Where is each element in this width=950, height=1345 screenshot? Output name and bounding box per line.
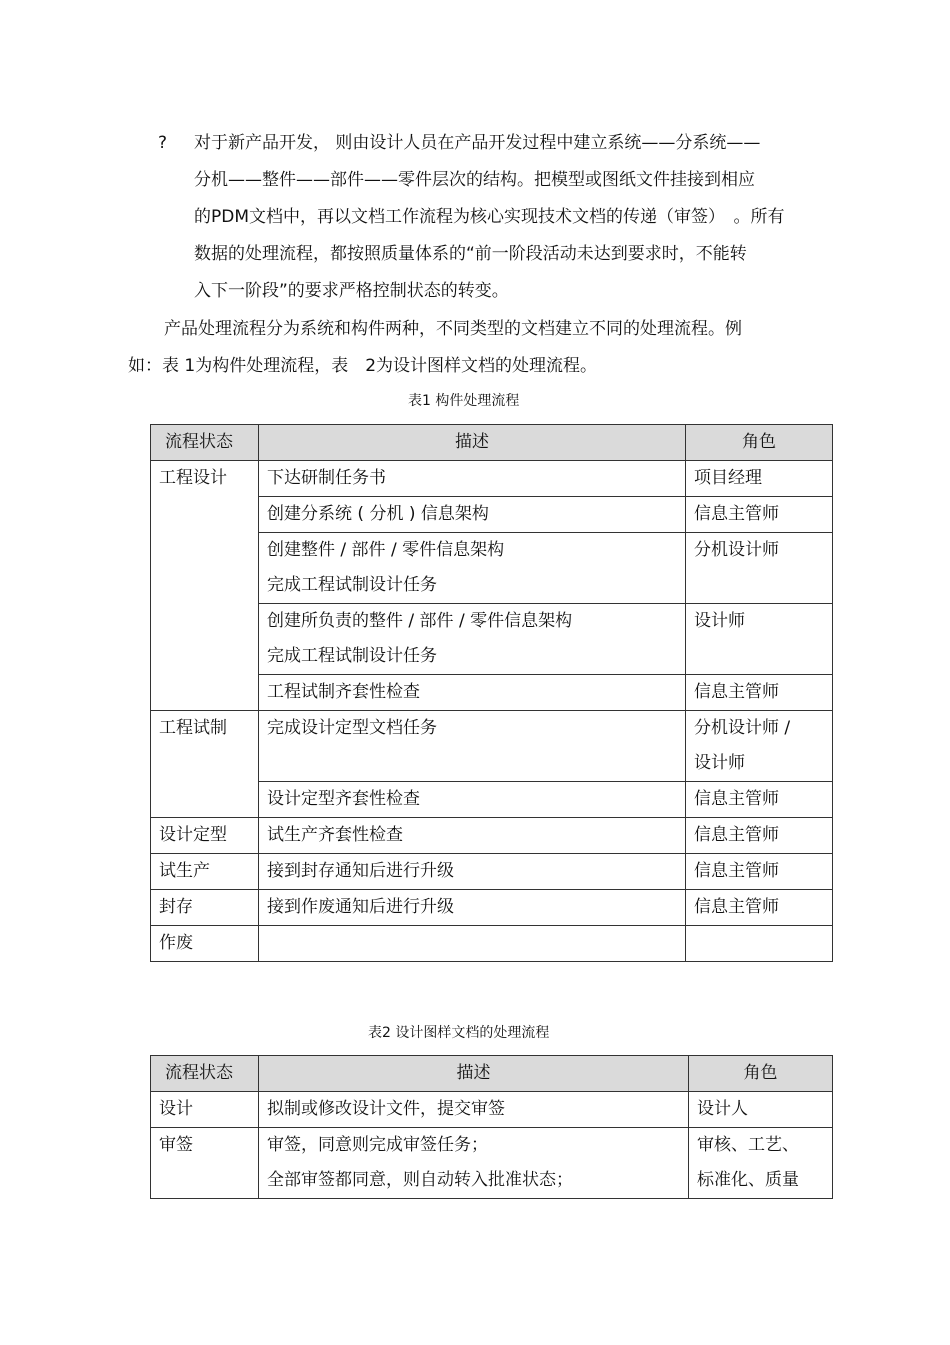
role-line: 分机设计师 /: [694, 718, 791, 738]
p2-line: 产品处理流程分为系统和构件两种，不同类型的文档建立不同的处理流程。例: [164, 319, 742, 339]
p1-line: 的PDM文档中，再以文档工作流程为核心实现技术文档的传递（审签） 。所有: [194, 207, 785, 227]
desc-cell: [259, 926, 686, 962]
p1-line: 数据的处理流程，都按照质量体系的“前一阶段活动未达到要求时，不能转: [194, 244, 747, 264]
desc-cell: [259, 782, 686, 818]
table-row: [151, 926, 833, 962]
header-role: 角色: [689, 1056, 833, 1092]
desc-cell: [259, 675, 686, 711]
state-cell: 工程试制: [151, 711, 259, 818]
desc-line: [267, 926, 677, 961]
header-desc: 描述: [259, 425, 686, 461]
role-line: [694, 926, 824, 961]
desc-cell: [259, 711, 686, 782]
role-cell: [686, 818, 833, 854]
p1-line: 分机——整件——部件——零件层次的结构。把模型或图纸文件挂接到相应: [194, 170, 755, 190]
bullet-mark: ?: [158, 133, 168, 153]
role-line: 设计师: [694, 611, 745, 631]
desc-line: 完成工程试制设计任务: [267, 575, 437, 595]
table2: [150, 1055, 833, 1199]
desc-cell: [259, 854, 686, 890]
header-state: 流程状态: [151, 1056, 259, 1092]
role-cell: [686, 675, 833, 711]
role-line: 信息主管师: [694, 897, 779, 917]
table2-caption: 表2 设计图样文档的处理流程: [368, 1025, 550, 1041]
desc-cell: [259, 1092, 689, 1128]
role-line: 信息主管师: [694, 861, 779, 881]
desc-line: 设计定型齐套性检查: [267, 789, 420, 809]
table-row: [151, 890, 833, 926]
role-cell: [686, 497, 833, 533]
role-line: 分机设计师: [694, 540, 779, 560]
role-cell: [686, 533, 833, 604]
desc-cell: [259, 818, 686, 854]
p2-line: 如：表 1为构件处理流程，表 2为设计图样文档的处理流程。: [128, 356, 598, 376]
desc-line: 接到作废通知后进行升级: [267, 897, 454, 917]
desc-cell: [259, 533, 686, 604]
role-line: 设计师: [694, 753, 745, 773]
table1-header-row: [151, 425, 833, 461]
role-cell: [689, 1092, 833, 1128]
state-cell: 试生产: [151, 854, 259, 890]
role-line: 设计人: [697, 1099, 748, 1119]
role-cell: [686, 854, 833, 890]
desc-line: 试生产齐套性检查: [267, 825, 403, 845]
header-desc: 描述: [259, 1056, 689, 1092]
state-cell: 作废: [151, 926, 259, 962]
desc-cell: [259, 497, 686, 533]
desc-line: 创建所负责的整件 / 部件 / 零件信息架构: [267, 611, 573, 631]
role-cell: [686, 926, 833, 962]
desc-line: 接到封存通知后进行升级: [267, 861, 454, 881]
desc-line: 下达研制任务书: [267, 468, 386, 488]
role-cell: [686, 890, 833, 926]
table-row: [151, 818, 833, 854]
state-cell: 封存: [151, 890, 259, 926]
header-state: 流程状态: [151, 425, 259, 461]
role-cell: [686, 782, 833, 818]
role-cell: [686, 604, 833, 675]
desc-line: 完成设计定型文档任务: [267, 718, 437, 738]
role-line: 标准化、质量: [697, 1170, 799, 1190]
table2-header-row: [151, 1056, 833, 1092]
desc-cell: [259, 1128, 689, 1199]
p1-line: 对于新产品开发， 则由设计人员在产品开发过程中建立系统——分系统——: [194, 133, 761, 153]
state-cell: 设计: [151, 1092, 259, 1128]
role-line: 审核、工艺、: [697, 1135, 799, 1155]
p1-line: 入下一阶段”的要求严格控制状态的转变。: [194, 281, 509, 301]
role-line: 信息主管师: [694, 504, 779, 524]
role-line: 项目经理: [694, 468, 762, 488]
role-line: 信息主管师: [694, 789, 779, 809]
desc-line: 全部审签都同意，则自动转入批准状态；: [267, 1170, 573, 1190]
desc-cell: [259, 604, 686, 675]
desc-line: 完成工程试制设计任务: [267, 646, 437, 666]
role-line: 信息主管师: [694, 825, 779, 845]
desc-cell: [259, 461, 686, 497]
table1: [150, 424, 833, 962]
role-line: 信息主管师: [694, 682, 779, 702]
table-row: [151, 461, 833, 497]
desc-line: 审签，同意则完成审签任务；: [267, 1135, 488, 1155]
desc-line: [267, 746, 677, 781]
desc-line: 工程试制齐套性检查: [267, 682, 420, 702]
desc-cell: [259, 890, 686, 926]
header-role: 角色: [686, 425, 833, 461]
role-cell: [686, 711, 833, 782]
desc-line: 创建整件 / 部件 / 零件信息架构: [267, 540, 505, 560]
desc-line: 拟制或修改设计文件，提交审签: [267, 1099, 505, 1119]
table-row: [151, 1092, 833, 1128]
state-cell: 工程设计: [151, 461, 259, 711]
state-cell: 设计定型: [151, 818, 259, 854]
table-row: [151, 854, 833, 890]
table1-caption: 表1 构件处理流程: [408, 393, 520, 409]
role-cell: [686, 461, 833, 497]
table-row: [151, 1128, 833, 1199]
desc-line: 创建分系统 ( 分机 ) 信息架构: [267, 504, 489, 524]
table-row: [151, 711, 833, 782]
role-cell: [689, 1128, 833, 1199]
state-cell: 审签: [151, 1128, 259, 1199]
